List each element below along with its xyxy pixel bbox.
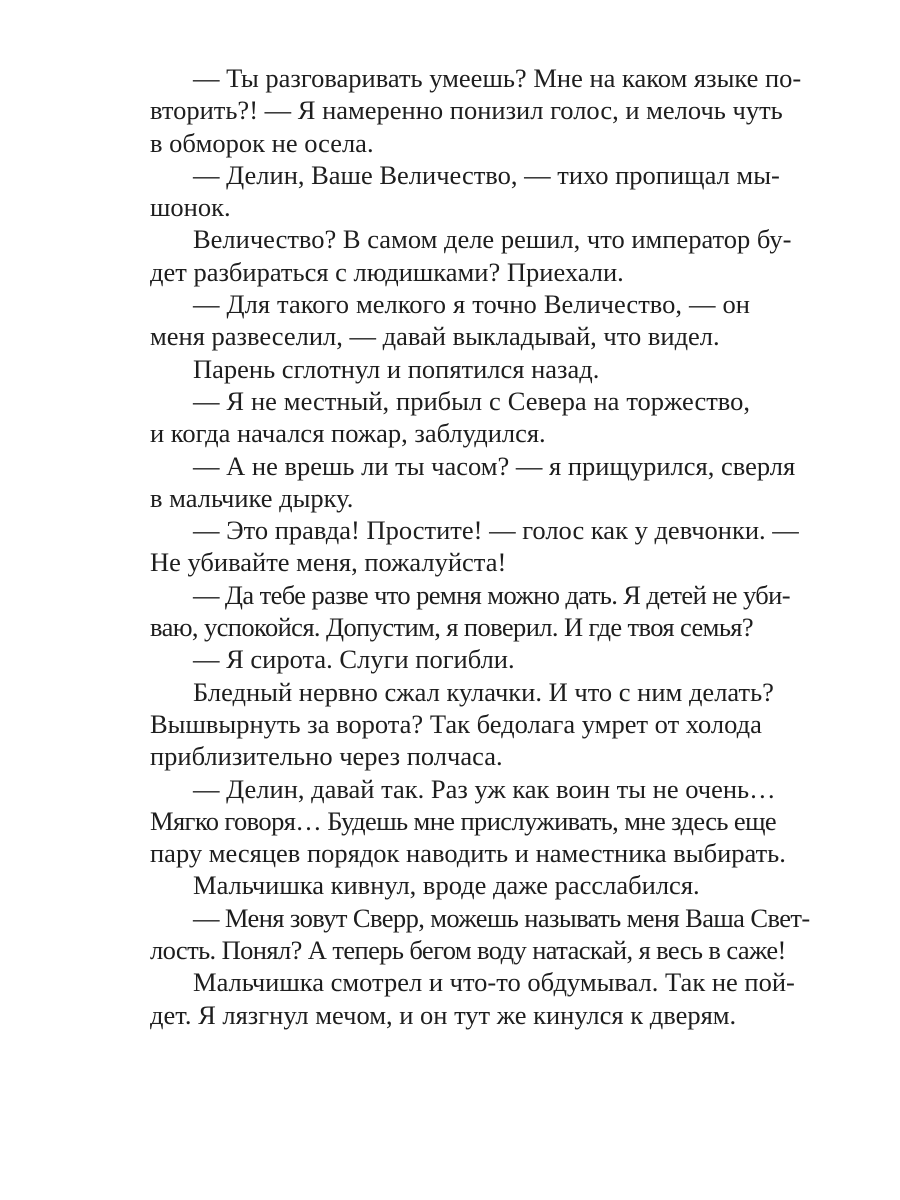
text-line: — Это правда! Простите! — голос как у девчонки. — [193, 515, 799, 546]
paragraph [150, 353, 750, 385]
text-line: приблизительно через полчаса. [150, 741, 503, 772]
text-line: и когда начался пожар, заблудился. [150, 418, 546, 449]
text-line: лость. Понял? А теперь бегом воду натаскай, я весь в саже! [150, 935, 786, 966]
text-line: в мальчике дырку. [150, 482, 354, 513]
text-line: Мальчишка кивнул, вроде даже расслабился. [193, 870, 700, 901]
paragraph [150, 579, 790, 644]
paragraph [150, 62, 802, 159]
text-line: ваю, успокойся. Допустим, я поверил. И где твоя семья? [150, 612, 754, 643]
paragraph [150, 869, 750, 901]
text-line: — Меня зовут Сверр, можешь называть меня Ваша Свет- [193, 902, 810, 933]
paragraph [150, 514, 799, 579]
text-line: — Делин, давай так. Раз уж как воин ты не очень… [193, 773, 776, 804]
paragraph [150, 385, 750, 450]
text-line: в обморок не осела. [150, 127, 374, 158]
text-line: Мальчишка смотрел и что-то обдумывал. Так не пой- [193, 967, 795, 998]
text-line: — Да тебе разве что ремня можно дать. Я детей не уби- [193, 579, 790, 610]
paragraph [150, 223, 792, 288]
text-line: Вышвырнуть за ворота? Так бедолага умрет от холода [150, 708, 762, 739]
paragraph [150, 902, 810, 967]
text-line: — А не врешь ли ты часом? — я прищурился, сверля [193, 450, 796, 481]
text-line: меня развеселил, — давай выкладывай, что видел. [150, 321, 720, 352]
paragraph [150, 159, 780, 224]
text-line: — Я сирота. Слуги погибли. [193, 644, 515, 675]
paragraph [150, 773, 786, 870]
text-line: Величество? В самом деле решил, что император бу- [193, 224, 792, 255]
text-line: дет разбираться с людишками? Приехали. [150, 256, 624, 287]
paragraph [150, 676, 774, 773]
paragraph [150, 643, 750, 675]
text-line: Парень сглотнул и попятился назад. [193, 353, 600, 384]
paragraph [150, 450, 796, 515]
text-line: пару месяцев порядок наводить и наместника выбирать. [150, 838, 786, 869]
text-line: вторить?! — Я намеренно понизил голос, и мелочь чуть [150, 95, 783, 126]
text-line: — Я не местный, прибыл с Севера на торжество, [193, 385, 750, 416]
text-line: Мягко говоря… Будешь мне прислуживать, мне здесь еще [150, 805, 777, 836]
text-line: — Для такого мелкого я точно Величество, — он [193, 289, 750, 320]
text-line: дет. Я лязгнул мечом, и он тут же кинулся к дверям. [150, 999, 737, 1030]
book-page [150, 62, 810, 1031]
paragraph [150, 288, 750, 353]
text-line: — Делин, Ваше Величество, — тихо пропищал мы- [193, 159, 780, 190]
text-line: Не убивайте меня, пожалуйста! [150, 547, 507, 578]
text-line: Бледный нервно сжал кулачки. И что с ним делать? [193, 676, 774, 707]
paragraph [150, 966, 795, 1031]
text-line: шонок. [150, 192, 231, 223]
text-line: — Ты разговаривать умеешь? Мне на каком языке по- [193, 63, 802, 93]
